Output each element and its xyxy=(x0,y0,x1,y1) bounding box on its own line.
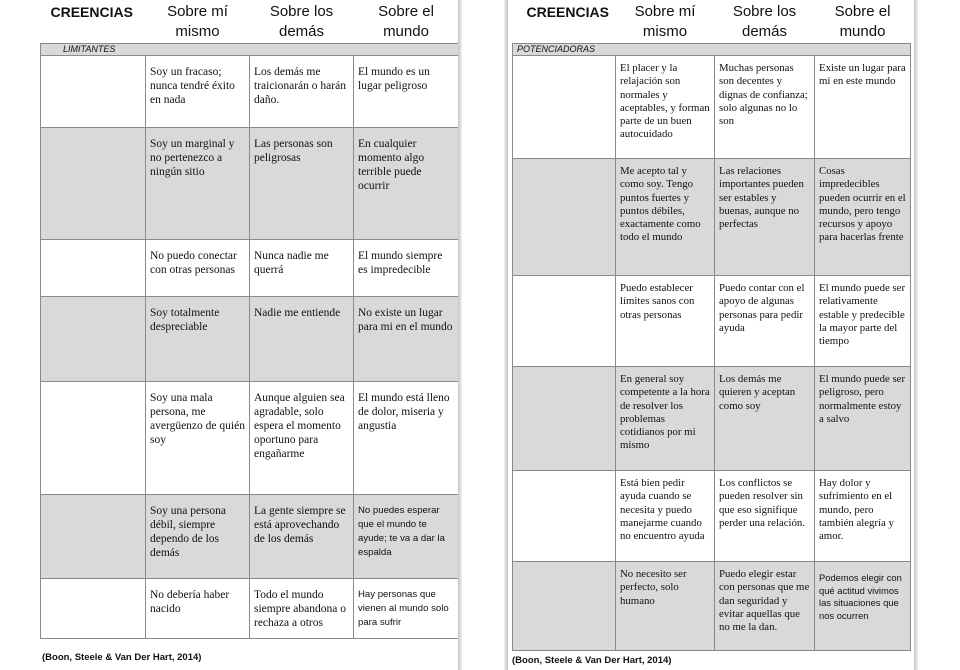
header-row xyxy=(513,0,911,44)
row-label-cell xyxy=(513,56,616,159)
page-edge-shadow xyxy=(914,0,918,670)
cell-mundo: El mundo está lleno de dolor, miseria y angustia xyxy=(354,382,459,495)
cell-mundo: El mundo puede ser relativamente estable y predecible la mayor parte del tiempo xyxy=(815,276,911,367)
section-label: LIMITANTES xyxy=(63,44,116,54)
section-row xyxy=(513,44,911,56)
cell-mismo: No puedo conectar con otras personas xyxy=(146,240,250,297)
header-line: demás xyxy=(278,23,325,40)
header-line: Sobre mí xyxy=(634,3,696,20)
header-line: mundo xyxy=(383,23,429,40)
table-row xyxy=(41,240,459,297)
row-label-cell xyxy=(513,367,616,471)
header-line: Sobre mí xyxy=(167,3,228,20)
header-line: demás xyxy=(741,23,788,40)
table-row xyxy=(513,56,911,159)
citation: (Boon, Steele & Van Der Hart, 2014) xyxy=(42,652,202,663)
header-sobre-el-mundo xyxy=(815,0,911,44)
table-row xyxy=(41,579,459,639)
header-sobre-los-demas xyxy=(250,0,354,44)
cell-demas: Nunca nadie me querrá xyxy=(250,240,354,297)
header-line: mismo xyxy=(642,23,688,40)
header-line: mismo xyxy=(175,23,220,40)
cell-mismo: El placer y la relajación son normales y aceptables, y forman parte de un buen autocuidado xyxy=(616,56,715,159)
cell-mundo: El mundo es un lugar peligroso xyxy=(354,56,459,128)
row-label-cell xyxy=(513,562,616,651)
cell-mismo: Soy una mala persona, me avergüenzo de quién soy xyxy=(146,382,250,495)
cell-mismo: Me acepto tal y como soy. Tengo puntos fuertes y puntos débiles, exactamente como todo el mundo xyxy=(616,159,715,276)
cell-mundo: No existe un lugar para mi en el mundo xyxy=(354,297,459,382)
cell-mismo: Soy un fracaso; nunca tendré éxito en nada xyxy=(146,56,250,128)
cell-demas: Nadie me entiende xyxy=(250,297,354,382)
header-line: Sobre el xyxy=(378,3,434,20)
header-line: Sobre los xyxy=(269,3,334,20)
table-row xyxy=(513,471,911,562)
cell-demas: Los demás me quieren y aceptan como soy xyxy=(715,367,815,471)
table-row xyxy=(41,382,459,495)
citation: (Boon, Steele & Van Der Hart, 2014) xyxy=(512,655,672,666)
cell-mundo: El mundo siempre es impredecible xyxy=(354,240,459,297)
header-row xyxy=(41,0,459,44)
cell-mismo: No necesito ser perfecto, solo humano xyxy=(616,562,715,651)
cell-demas: Las relaciones importantes pueden ser estables y buenas, aunque no perfectas xyxy=(715,159,815,276)
potenciadoras-table xyxy=(512,0,911,651)
cell-demas: Todo el mundo siempre abandona o rechaza a otros xyxy=(250,579,354,639)
cell-demas: Muchas personas son decentes y dignas de confianza; solo algunas no lo son xyxy=(715,56,815,159)
row-label-cell xyxy=(41,297,146,382)
row-label-cell xyxy=(41,128,146,240)
table-row xyxy=(41,297,459,382)
cell-mundo: Podemos elegir con qué actitud vivimos las situaciones que nos ocurren xyxy=(815,562,911,651)
header-line: Sobre los xyxy=(732,3,797,20)
limitantes-table xyxy=(40,0,459,639)
table-row xyxy=(513,276,911,367)
section-row xyxy=(41,44,459,56)
section-cell xyxy=(513,44,911,56)
cell-demas: Puedo contar con el apoyo de algunas personas para pedir ayuda xyxy=(715,276,815,367)
row-label-cell xyxy=(513,276,616,367)
cell-mismo: En general soy competente a la hora de resolver los problemas cotidianos por mi mismo xyxy=(616,367,715,471)
cell-mundo: Hay dolor y sufrimiento en el mundo, pero también alegría y amor. xyxy=(815,471,911,562)
cell-demas: Aunque alguien sea agradable, solo espera el momento oportuno para engañarme xyxy=(250,382,354,495)
row-label-cell xyxy=(41,495,146,579)
cell-mismo: Puedo establecer límites sanos con otras personas xyxy=(616,276,715,367)
page-edge-shadow xyxy=(458,0,462,670)
row-label-cell xyxy=(513,159,616,276)
row-label-cell xyxy=(513,471,616,562)
cell-mismo: Soy una persona débil, siempre dependo de los demás xyxy=(146,495,250,579)
header-sobre-mi-mismo xyxy=(616,0,715,44)
header-sobre-los-demas xyxy=(715,0,815,44)
row-label-cell xyxy=(41,240,146,297)
cell-mundo: Hay personas que vienen al mundo solo para sufrir xyxy=(354,579,459,639)
cell-mundo: No puedes esperar que el mundo te ayude; te va a dar la espalda xyxy=(354,495,459,579)
section-cell xyxy=(41,44,459,56)
row-label-cell xyxy=(41,56,146,128)
cell-mismo: Está bien pedir ayuda cuando se necesita y puedo manejarme cuando no encuentro ayuda xyxy=(616,471,715,562)
limitantes-table-page xyxy=(0,0,458,670)
table-row xyxy=(41,128,459,240)
cell-mundo: Existe un lugar para mi en este mundo xyxy=(815,56,911,159)
header-line: Sobre el xyxy=(834,3,891,20)
table-row xyxy=(41,495,459,579)
cell-demas: Puedo elegir estar con personas que me dan seguridad y evitar aquellas que no me la dan. xyxy=(715,562,815,651)
cell-mismo: Soy totalmente despreciable xyxy=(146,297,250,382)
cell-mundo: Cosas impredecibles pueden ocurrir en el mundo, pero tengo recursos y apoyo para hacerlas frente xyxy=(815,159,911,276)
cell-mismo: Soy un marginal y no pertenezco a ningún sitio xyxy=(146,128,250,240)
cell-mundo: En cualquier momento algo terrible puede ocurrir xyxy=(354,128,459,240)
header-sobre-el-mundo xyxy=(354,0,459,44)
page-gap xyxy=(458,0,508,670)
section-label: POTENCIADORAS xyxy=(517,44,596,54)
potenciadoras-table-page xyxy=(508,0,914,670)
header-sobre-mi-mismo xyxy=(146,0,250,44)
header-creencias: CREENCIAS xyxy=(526,4,609,20)
table-row xyxy=(513,367,911,471)
table-row xyxy=(513,562,911,651)
header-line: mundo xyxy=(839,23,886,40)
row-label-cell xyxy=(41,382,146,495)
cell-mundo: El mundo puede ser peligroso, pero normalmente estoy a salvo xyxy=(815,367,911,471)
row-label-cell xyxy=(41,579,146,639)
cell-demas: Los demás me traicionarán o harán daño. xyxy=(250,56,354,128)
cell-demas: La gente siempre se está aprovechando de los demás xyxy=(250,495,354,579)
table-row xyxy=(41,56,459,128)
cell-mismo: No debería haber nacido xyxy=(146,579,250,639)
header-creencias: CREENCIAS xyxy=(50,4,133,20)
cell-demas: Las personas son peligrosas xyxy=(250,128,354,240)
cell-demas: Los conflictos se pueden resolver sin que eso signifique perder una relación. xyxy=(715,471,815,562)
table-row xyxy=(513,159,911,276)
